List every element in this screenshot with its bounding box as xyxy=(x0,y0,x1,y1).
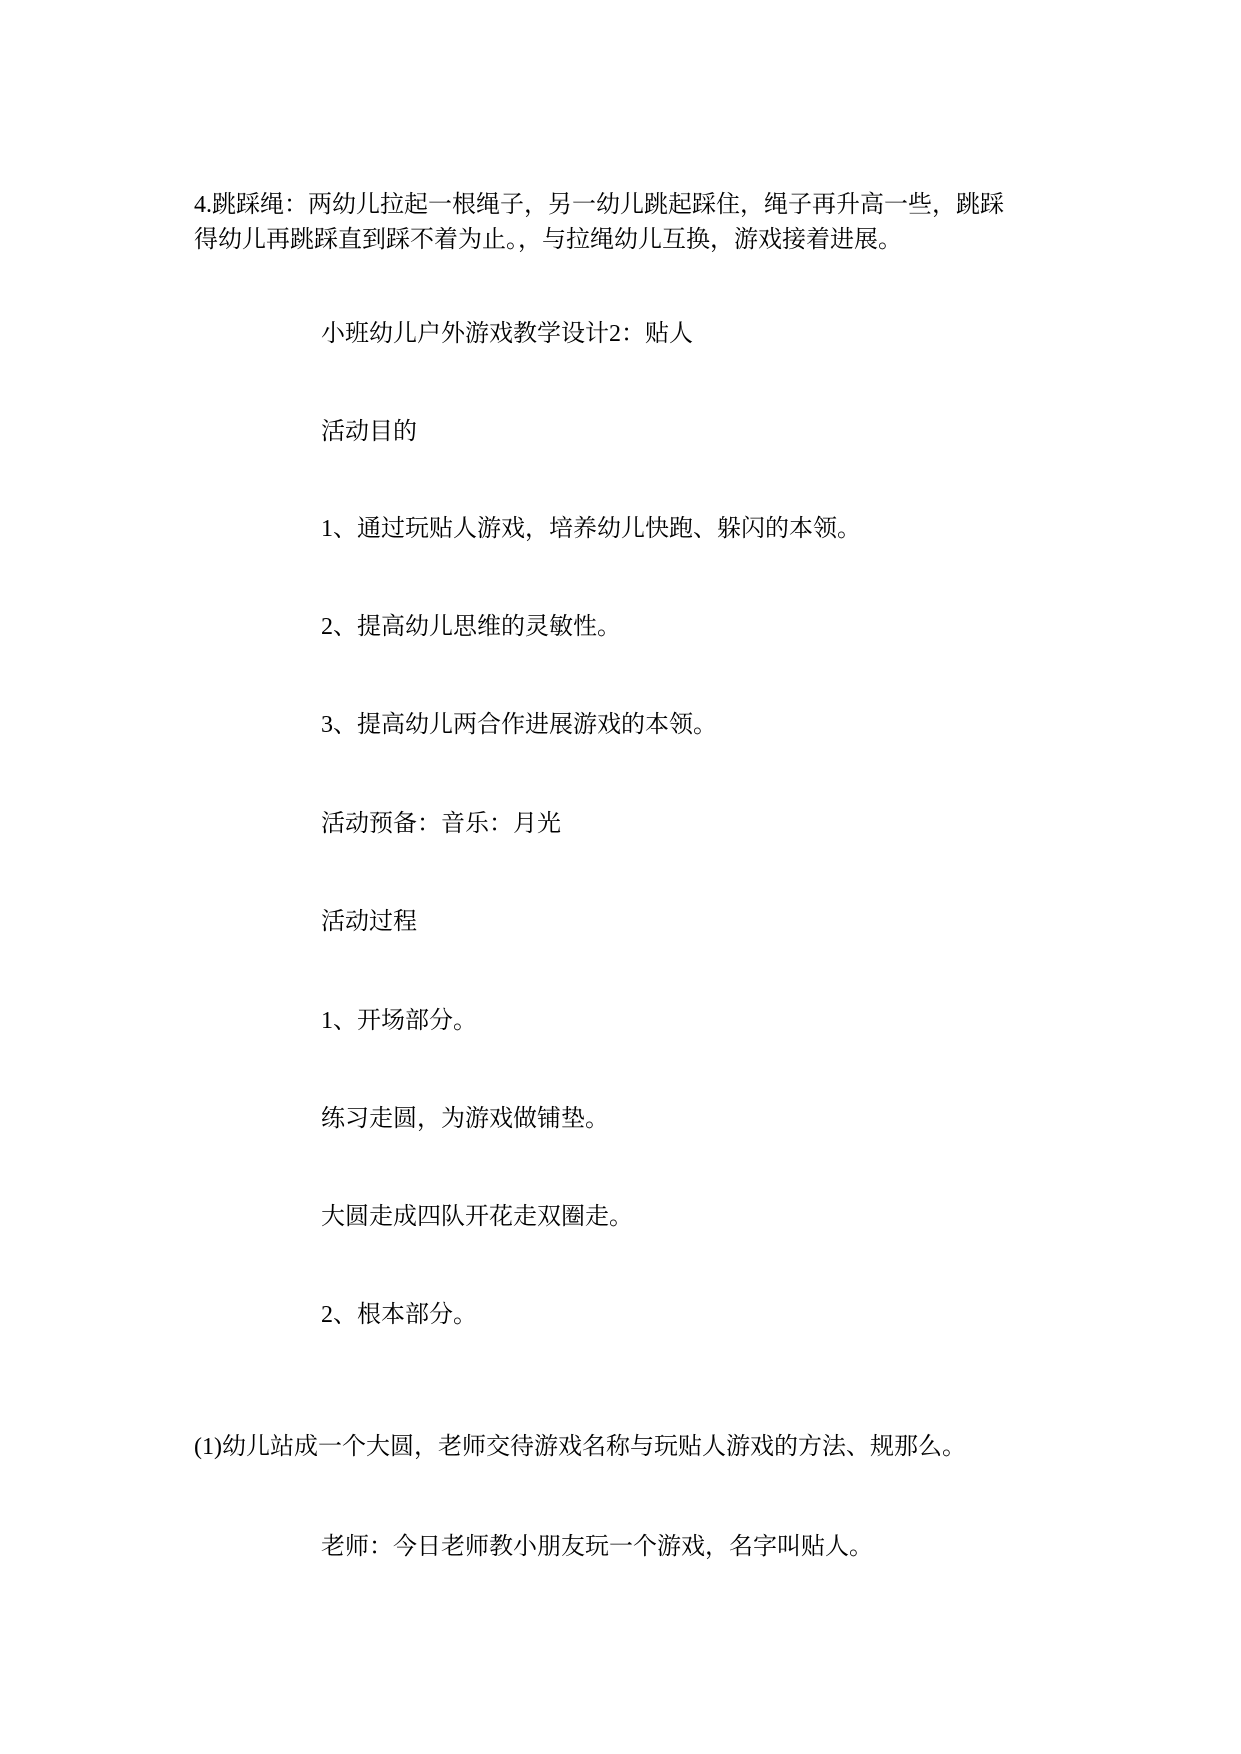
process-step: 1、开场部分。 xyxy=(321,1008,477,1034)
teacher-dialogue: 老师：今日老师教小朋友玩一个游戏，名字叫贴人。 xyxy=(321,1534,873,1560)
goal-item: 1、通过玩贴人游戏，培养幼儿快跑、躲闪的本领。 xyxy=(321,516,861,542)
process-step-item: 练习走圆，为游戏做铺垫。 xyxy=(321,1106,609,1132)
preparation-line: 活动预备：音乐：月光 xyxy=(321,811,561,837)
process-step-item: 大圆走成四队开花走双圈走。 xyxy=(321,1204,633,1230)
goal-item: 2、提高幼儿思维的灵敏性。 xyxy=(321,614,621,640)
goal-item: 3、提高幼儿两合作进展游戏的本领。 xyxy=(321,712,717,738)
section-title: 小班幼儿户外游戏教学设计2：贴人 xyxy=(321,321,693,347)
process-step: 2、根本部分。 xyxy=(321,1302,477,1328)
goals-heading: 活动目的 xyxy=(321,419,417,445)
process-heading: 活动过程 xyxy=(321,909,417,935)
intro-line: 得幼儿再跳踩直到踩不着为止。，与拉绳幼儿互换，游戏接着进展。 xyxy=(194,227,902,253)
intro-line: 4.跳踩绳：两幼儿拉起一根绳子，另一幼儿跳起踩住，绳子再升高一些，跳踩 xyxy=(194,192,1004,218)
process-step-item: (1)幼儿站成一个大圆，老师交待游戏名称与玩贴人游戏的方法、规那么。 xyxy=(194,1434,966,1460)
